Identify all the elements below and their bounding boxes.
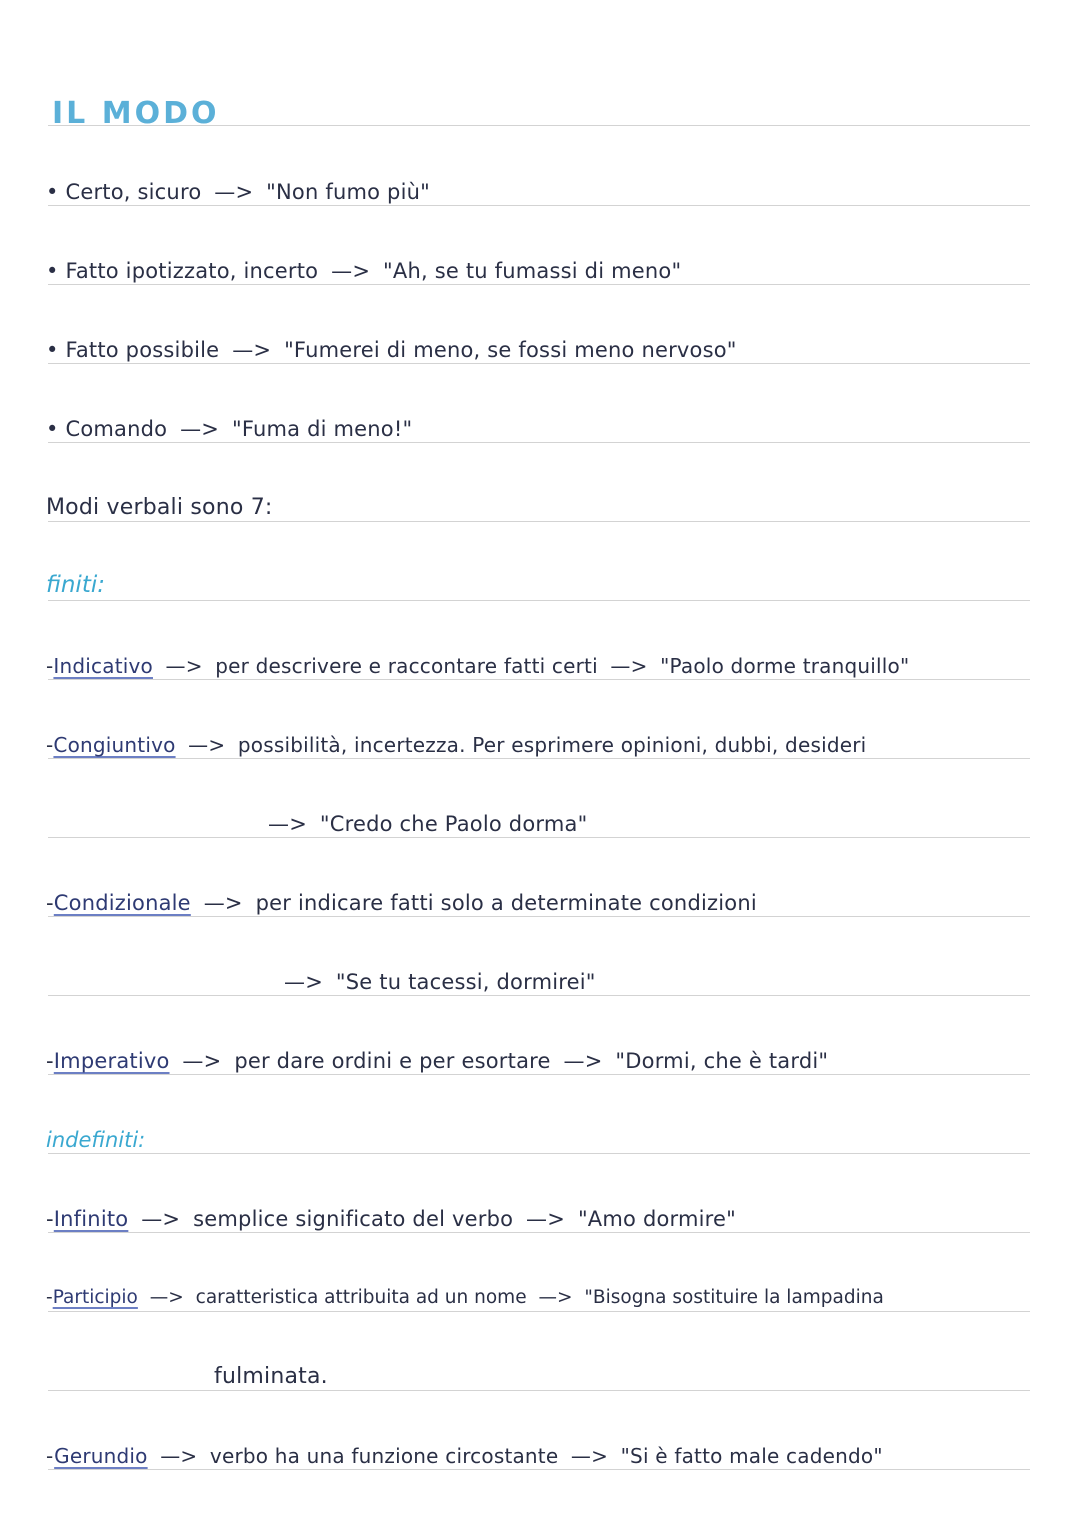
intro-label: • Comando — [46, 417, 168, 441]
mode-desc: verbo ha una funzione circostante — [209, 1444, 559, 1468]
arrow: —> — [563, 1049, 603, 1073]
intro-item-comando — [46, 415, 412, 443]
modi-count: Modi verbali sono 7: — [46, 495, 273, 520]
mode-participio: -Participio —> caratteristica attribuita ad un nome —> "Bisogna sostituire la lampadina — [46, 1287, 884, 1308]
mode-congiuntivo-example — [262, 810, 587, 838]
rule-line — [48, 1390, 1030, 1391]
intro-example: "Non fumo più" — [266, 180, 430, 204]
mode-indicativo: -Indicativo —> per descrivere e raccontare fatti certi —> "Paolo dorme tranquillo" — [46, 654, 910, 678]
arrow: —> — [610, 654, 648, 678]
mode-desc: possibilità, incertezza. Per esprimere opinioni, dubbi, desideri — [237, 733, 867, 757]
intro-label: • Certo, sicuro — [46, 180, 202, 204]
intro-example: "Fuma di meno!" — [231, 417, 413, 441]
mode-gerundio: -Gerundio —> verbo ha una funzione circostante —> "Si è fatto male cadendo" — [46, 1444, 883, 1468]
arrow: —> — [214, 180, 254, 204]
arrow: —> — [180, 417, 220, 441]
mode-term: Imperativo — [53, 1049, 170, 1073]
mode-imperativo: -Imperativo —> per dare ordini e per esortare —> "Dormi, che è tardi" — [46, 1049, 829, 1073]
arrow: —> — [188, 733, 226, 757]
mode-congiuntivo: -Congiuntivo —> possibilità, incertezza. Per esprimere opinioni, dubbi, desideri — [46, 733, 867, 757]
mode-desc: per descrivere e raccontare fatti certi — [215, 654, 598, 678]
mode-example: "Se tu tacessi, dormirei" — [335, 970, 596, 994]
mode-example: "Bisogna sostituire la lampadina — [584, 1287, 884, 1308]
mode-condizionale-example — [278, 968, 596, 996]
arrow: —> — [182, 1049, 222, 1073]
arrow: —> — [165, 654, 203, 678]
arrow: —> — [284, 970, 323, 994]
mode-term: Gerundio — [54, 1444, 148, 1468]
arrow: —> — [149, 1287, 184, 1308]
mode-term: Participio — [52, 1287, 138, 1308]
intro-item-possibile — [46, 336, 737, 364]
mode-desc: caratteristica attribuita ad un nome — [195, 1287, 527, 1308]
arrow: —> — [268, 812, 307, 836]
arrow: —> — [538, 1287, 573, 1308]
section-heading-finiti: finiti: — [46, 572, 105, 598]
mode-term: Congiuntivo — [53, 733, 176, 757]
rule-line — [48, 600, 1030, 601]
arrow: —> — [160, 1444, 198, 1468]
mode-term: Infinito — [53, 1207, 129, 1231]
mode-example: "Si è fatto male cadendo" — [620, 1444, 883, 1468]
arrow: —> — [331, 259, 371, 283]
mode-example: "Credo che Paolo dorma" — [319, 812, 588, 836]
intro-label: • Fatto ipotizzato, incerto — [46, 259, 319, 283]
mode-term: Condizionale — [53, 891, 191, 915]
mode-desc: per dare ordini e per esortare — [234, 1049, 551, 1073]
mode-desc: semplice significato del verbo — [193, 1207, 514, 1231]
mode-condizionale: -Condizionale —> per indicare fatti solo a determinate condizioni — [46, 891, 757, 915]
page-title: IL MODO — [52, 96, 220, 131]
intro-example: "Ah, se tu fumassi di meno" — [383, 259, 682, 283]
arrow: —> — [526, 1207, 566, 1231]
mode-desc: per indicare fatti solo a determinate condizioni — [255, 891, 757, 915]
intro-label: • Fatto possibile — [46, 338, 220, 362]
arrow: —> — [203, 891, 243, 915]
mode-infinito: -Infinito —> semplice significato del verbo —> "Amo dormire" — [46, 1207, 737, 1231]
section-heading-indefiniti: indefiniti: — [46, 1128, 146, 1152]
mode-example: "Paolo dorme tranquillo" — [660, 654, 910, 678]
intro-item-certo — [46, 178, 430, 206]
arrow: —> — [570, 1444, 609, 1468]
mode-participio-example-cont: fulminata. — [214, 1364, 328, 1389]
arrow: —> — [141, 1207, 181, 1231]
mode-example: "Amo dormire" — [577, 1207, 737, 1231]
mode-term: Indicativo — [53, 654, 153, 678]
mode-example: "Dormi, che è tardi" — [615, 1049, 829, 1073]
arrow: —> — [232, 338, 272, 362]
intro-item-ipotizzato — [46, 257, 681, 285]
rule-line — [48, 1153, 1030, 1154]
intro-example: "Fumerei di meno, se fossi meno nervoso" — [284, 338, 737, 362]
